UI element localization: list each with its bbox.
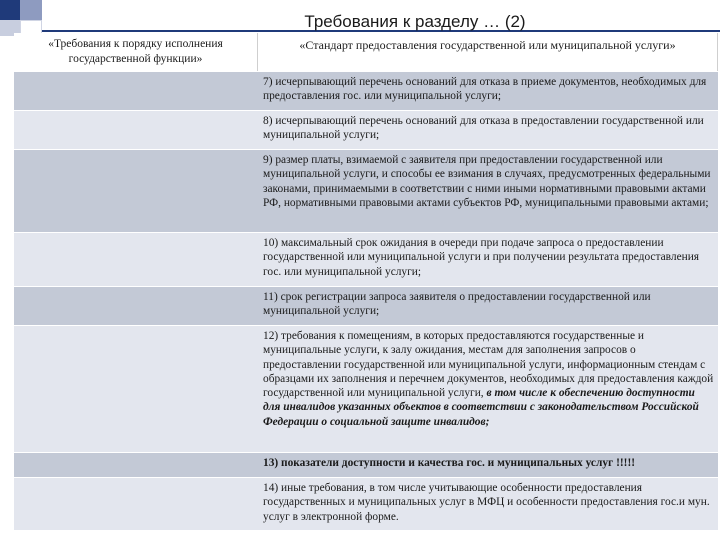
left-cell-empty bbox=[14, 233, 257, 286]
item-14-cell: 14) иные требования, в том числе учитывающие особенности предоставления государственных и муниципальных услуг в МФЦ и особенности предоставления гос.и мун. услуг в электронной форме. bbox=[257, 478, 718, 530]
table-row bbox=[14, 287, 718, 326]
table-row bbox=[14, 72, 718, 111]
item-10-cell: 10) максимальный срок ожидания в очереди при подаче запроса о предоставлении государственной или муниципальной услуги и при получении результата предоставления гос. или муниципальной услуги; bbox=[257, 233, 718, 286]
left-cell-empty bbox=[14, 72, 257, 110]
table-row bbox=[14, 478, 718, 531]
item-12-cell bbox=[257, 326, 718, 452]
item-12-text: 12) требования к помещениям, в которых предоставляются государственные и муниципальные услуги, к залу ожидания, местам для заполнения запросов о предоставлении государственной или муниципальной услуги, информационным стендам с образцами их заполнения и перечнем документов, необходимых для предоставления каждой государственной или муниципальной услуги, bbox=[263, 330, 714, 400]
left-cell-empty bbox=[14, 453, 257, 477]
item-12-highlight: в том числе к обеспечению доступности для инвалидов указанных объектов в соответствии с законодательством Российской Федерации о социальной защите инвалидов; bbox=[263, 387, 699, 428]
header-right-cell: «Стандарт предоставления государственной или муниципальной услуги» bbox=[257, 33, 718, 71]
left-cell-empty bbox=[14, 287, 257, 325]
table-row bbox=[14, 453, 718, 478]
table-row bbox=[14, 150, 718, 233]
item-7-cell: 7) исчерпывающий перечень оснований для отказа в приеме документов, необходимых для предоставления гос. или муниципальной услуги; bbox=[257, 72, 718, 110]
left-cell-empty bbox=[14, 326, 257, 452]
table-header-row bbox=[14, 33, 718, 72]
left-cell-empty bbox=[14, 478, 257, 530]
requirements-table bbox=[14, 33, 718, 540]
item-11-cell: 11) срок регистрации запроса заявителя о предоставлении государственной или муниципальной услуги; bbox=[257, 287, 718, 325]
table-row bbox=[14, 111, 718, 150]
left-cell-empty bbox=[14, 150, 257, 232]
item-9-cell: 9) размер платы, взимаемой с заявителя при предоставлении государственной или муниципальной услуги, и способы ее взимания в случаях, предусмотренных федеральными законами, принимаемыми в соответствии с ними иными нормативными правовыми актами РФ, нормативными правовыми актами субъектов РФ, муниципальными правовыми актами; bbox=[257, 150, 718, 232]
table-row bbox=[14, 233, 718, 287]
header-left-cell: «Требования к порядку исполнения государственной функции» bbox=[14, 33, 257, 71]
slide-title: Требования к разделу … (2) bbox=[304, 12, 526, 31]
left-cell-empty bbox=[14, 111, 257, 149]
table-row bbox=[14, 326, 718, 453]
item-13-cell: 13) показатели доступности и качества гос. и муниципальных услуг !!!!! bbox=[257, 453, 718, 477]
item-8-cell: 8) исчерпывающий перечень оснований для отказа в предоставлении государственной или муниципальной услуги; bbox=[257, 111, 718, 149]
